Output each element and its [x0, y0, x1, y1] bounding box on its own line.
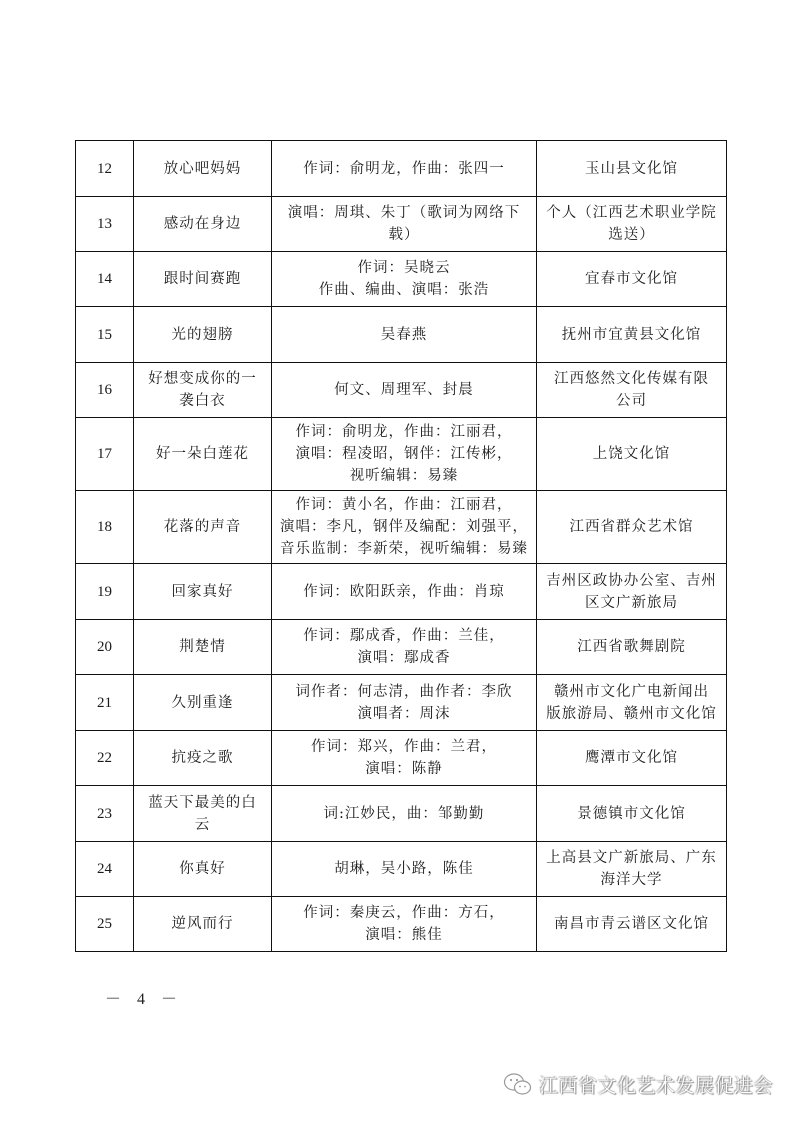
- cell-title-line: 放心吧妈妈: [163, 160, 242, 177]
- cell-credits: [272, 842, 537, 897]
- cell-credits: [272, 491, 537, 564]
- cell-credits-line: 作词：吴晓云: [357, 260, 451, 276]
- cell-organization-line: 上饶文化馆: [592, 446, 671, 462]
- cell-organization: [537, 786, 727, 842]
- cell-credits-line: 作词：俞明龙，作曲：张四一: [303, 160, 505, 177]
- cell-title: [134, 564, 272, 620]
- cell-credits-line: 作词：俞明龙，作曲：江丽君，: [295, 424, 513, 440]
- cell-credits: [272, 564, 537, 620]
- cell-title: [134, 363, 272, 418]
- cell-credits-line: 词作者：何志清，曲作者：李欣: [295, 683, 513, 700]
- page-number: － 4 －: [105, 991, 184, 1008]
- cell-credits: [272, 363, 537, 418]
- cell-title-line: 袭白衣: [179, 393, 226, 409]
- cell-title-line: 蓝天下最美的白: [148, 794, 257, 811]
- cell-credits-line: 演唱：程凌昭，钢伴：江传彬，: [295, 446, 513, 462]
- cell-credits-line: 作词：欧阳跃亲，作曲：肖琼: [303, 583, 505, 600]
- cell-credits-line: 演唱：熊佳: [365, 927, 443, 943]
- cell-title-line: 荆楚情: [179, 639, 226, 655]
- cell-number: 20: [76, 620, 134, 675]
- cell-organization-line: 吉州区政协办公室、吉州: [546, 572, 717, 589]
- table-row: [76, 418, 727, 491]
- cell-number: 25: [76, 897, 134, 952]
- cell-number: 16: [76, 363, 134, 418]
- cell-credits: [272, 786, 537, 842]
- table-row: [76, 491, 727, 564]
- cell-organization-line: 海洋大学: [600, 872, 663, 888]
- cell-organization-line: 江西省群众艺术馆: [569, 519, 694, 535]
- cell-number: 19: [76, 564, 134, 620]
- cell-title-line: 花落的声音: [163, 519, 242, 535]
- cell-number: 21: [76, 675, 134, 731]
- cell-number: 24: [76, 842, 134, 897]
- cell-credits: [272, 252, 537, 307]
- cell-title: [134, 786, 272, 842]
- table-row: [76, 197, 727, 252]
- cell-title: [134, 418, 272, 491]
- cell-title-line: 久别重逢: [171, 694, 234, 711]
- cell-organization: [537, 564, 727, 620]
- cell-title: [134, 620, 272, 675]
- works-table: [75, 140, 727, 952]
- cell-organization: [537, 620, 727, 675]
- table-row: [76, 620, 727, 675]
- cell-number: 23: [76, 786, 134, 842]
- table-row: [76, 363, 727, 418]
- cell-credits: [272, 307, 537, 363]
- cell-title-line: 跟时间赛跑: [163, 271, 242, 287]
- cell-organization: [537, 675, 727, 731]
- cell-title: [134, 491, 272, 564]
- table-row: [76, 897, 727, 952]
- cell-credits-line: 作词：秦庚云，作曲：方石，: [303, 905, 505, 921]
- cell-number: 18: [76, 491, 134, 564]
- cell-title: [134, 842, 272, 897]
- table-row: [76, 786, 727, 842]
- cell-organization-line: 区文广新旅局: [585, 594, 678, 611]
- cell-title: [134, 197, 272, 252]
- cell-organization: [537, 252, 727, 307]
- wechat-icon: [503, 1072, 533, 1098]
- cell-credits-line: 胡琳，吴小路，陈佳: [334, 861, 474, 877]
- cell-title-line: 感动在身边: [163, 216, 242, 232]
- cell-title: [134, 252, 272, 307]
- cell-organization: [537, 307, 727, 363]
- cell-credits: [272, 197, 537, 252]
- cell-credits: [272, 418, 537, 491]
- cell-credits: [272, 675, 537, 731]
- cell-credits-line: 作词：郑兴，作曲：兰君，: [311, 739, 497, 755]
- cell-credits-line: 音乐监制：李新荣，视听编辑：易臻: [280, 541, 528, 557]
- cell-title-line: 逆风而行: [171, 916, 234, 932]
- cell-credits-line: 视听编辑：易臻: [349, 468, 459, 484]
- cell-organization-line: 版旅游局、赣州市文化馆: [546, 705, 717, 722]
- cell-title: [134, 307, 272, 363]
- cell-organization: [537, 897, 727, 952]
- cell-credits-line: 何文、周理军、封晨: [334, 382, 474, 398]
- cell-title: [134, 141, 272, 197]
- cell-credits-line: 演唱：鄢成香: [357, 650, 451, 666]
- cell-credits-line: 演唱：李凡，钢伴及编配：刘强平，: [280, 519, 528, 535]
- cell-credits-line: 作词：黄小名，作曲：江丽君，: [295, 497, 513, 513]
- table-row: [76, 252, 727, 307]
- cell-credits: [272, 620, 537, 675]
- cell-title-line: 回家真好: [171, 583, 234, 600]
- cell-organization-line: 鹰潭市文化馆: [585, 750, 678, 766]
- cell-credits: [272, 731, 537, 786]
- cell-title: [134, 731, 272, 786]
- cell-organization-line: 南昌市青云谱区文化馆: [554, 916, 709, 932]
- watermark-text: 江西省文化艺术发展促进会: [539, 1075, 774, 1097]
- cell-credits: [272, 897, 537, 952]
- cell-organization-line: 选送）: [608, 227, 655, 243]
- cell-organization: [537, 842, 727, 897]
- cell-number: 15: [76, 307, 134, 363]
- cell-title-line: 好想变成你的一: [148, 371, 257, 387]
- cell-organization-line: 玉山县文化馆: [585, 160, 678, 177]
- table-row: [76, 564, 727, 620]
- cell-title-line: 好一朵白莲花: [156, 446, 249, 462]
- cell-organization-line: 宜春市文化馆: [585, 271, 678, 287]
- cell-organization: [537, 491, 727, 564]
- table-body: [76, 141, 727, 952]
- cell-credits-line: 作曲、编曲、演唱：张浩: [318, 282, 490, 298]
- cell-organization: [537, 363, 727, 418]
- cell-number: 14: [76, 252, 134, 307]
- cell-number: 22: [76, 731, 134, 786]
- cell-title-line: 光的翅膀: [171, 326, 234, 343]
- cell-credits-line: 演唱：陈静: [365, 761, 443, 777]
- cell-organization-line: 江西省歌舞剧院: [577, 639, 686, 655]
- cell-credits-line: 词:江妙民，曲：邹勤勤: [323, 805, 485, 822]
- table-row: [76, 731, 727, 786]
- cell-number: 13: [76, 197, 134, 252]
- cell-organization-line: 上高县文广新旅局、广东: [546, 850, 717, 866]
- cell-title-line: 抗疫之歌: [171, 750, 234, 766]
- table-row: [76, 307, 727, 363]
- cell-title: [134, 897, 272, 952]
- cell-organization-line: 江西悠然文化传媒有限: [554, 371, 709, 387]
- table-row: [76, 141, 727, 197]
- watermark: [503, 1071, 773, 1098]
- table-row: [76, 675, 727, 731]
- cell-title-line: 云: [194, 816, 211, 833]
- cell-credits-line: 演唱者：周沫: [357, 705, 451, 722]
- cell-credits-line: 演唱：周琪、朱丁（歌词为网络下载）: [287, 205, 521, 243]
- cell-organization-line: 个人（江西艺术职业学院: [546, 205, 717, 221]
- cell-credits-line: 吴春燕: [380, 326, 428, 343]
- cell-organization: [537, 418, 727, 491]
- cell-title: [134, 675, 272, 731]
- cell-credits-line: 作词：鄢成香，作曲：兰佳，: [303, 628, 505, 644]
- cell-organization: [537, 141, 727, 197]
- cell-organization-line: 赣州市文化广电新闻出: [554, 683, 709, 700]
- cell-number: 17: [76, 418, 134, 491]
- cell-organization: [537, 731, 727, 786]
- table-row: [76, 842, 727, 897]
- cell-number: 12: [76, 141, 134, 197]
- cell-title-line: 你真好: [179, 861, 226, 877]
- cell-credits: [272, 141, 537, 197]
- cell-organization-line: 公司: [616, 393, 647, 409]
- cell-organization-line: 景德镇市文化馆: [577, 805, 686, 822]
- cell-organization: [537, 197, 727, 252]
- cell-organization-line: 抚州市宜黄县文化馆: [561, 326, 702, 343]
